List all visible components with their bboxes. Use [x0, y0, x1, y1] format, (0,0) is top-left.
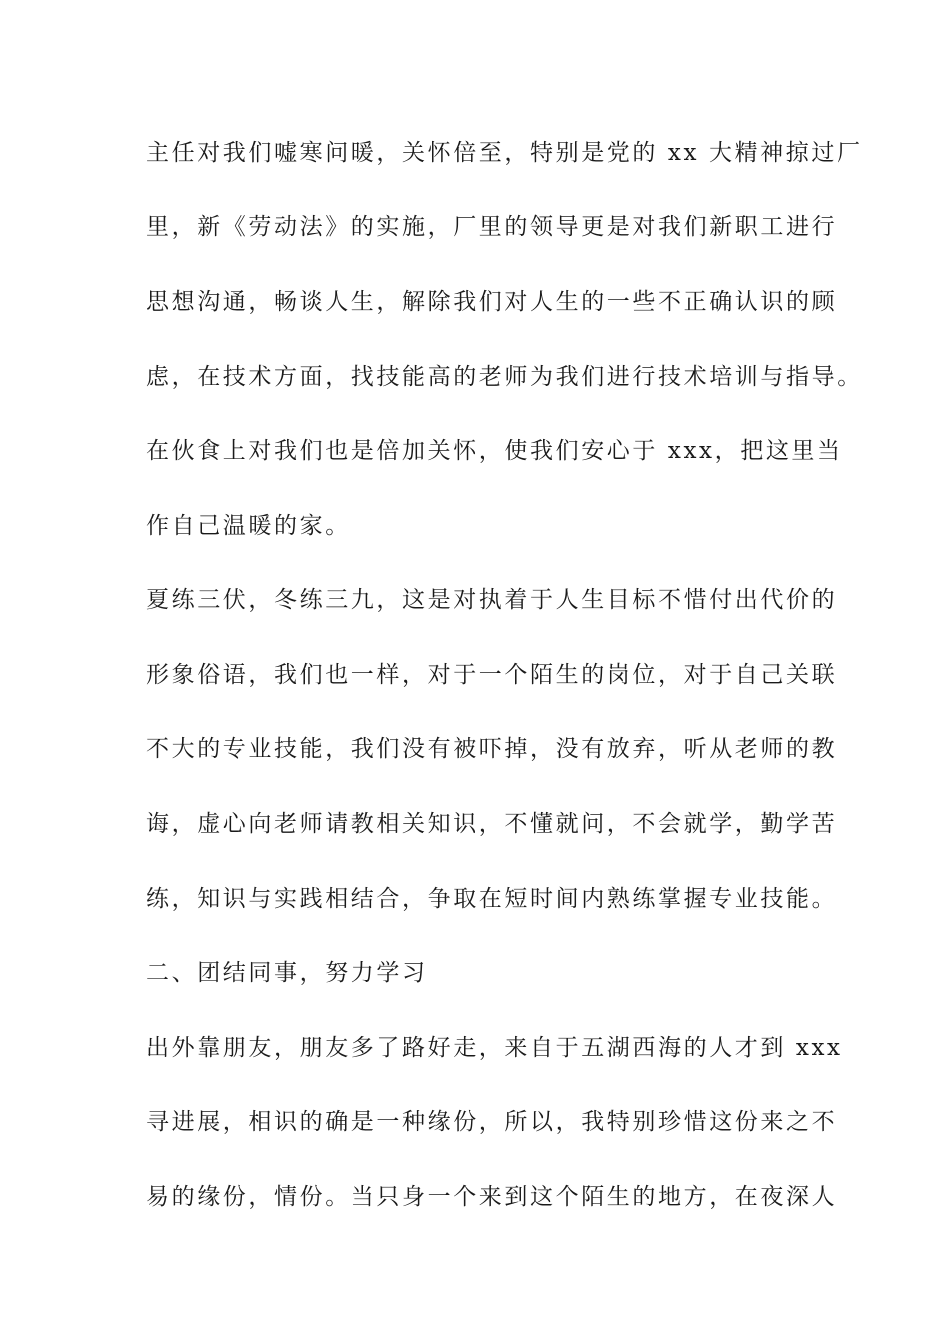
- text-line: 里，新《劳动法》的实施，厂里的领导更是对我们新职工进行: [146, 214, 838, 240]
- text-line: 思想沟通，畅谈人生，解除我们对人生的一些不正确认识的顾: [146, 289, 838, 315]
- text-line: 主任对我们嘘寒问暖，关怀倍至，特别是党的 xx 大精神掠过厂: [146, 140, 863, 166]
- text-line: 不大的专业技能，我们没有被吓掉，没有放弃，听从老师的教: [146, 736, 838, 762]
- text-line: 诲，虚心向老师请教相关知识，不懂就问，不会就学，勤学苦: [146, 811, 838, 837]
- text-line: 夏练三伏，冬练三九，这是对执着于人生目标不惜付出代价的: [146, 587, 838, 613]
- text-line: 易的缘份，情份。当只身一个来到这个陌生的地方，在夜深人: [146, 1184, 838, 1210]
- text-line: 出外靠朋友，朋友多了路好走，来自于五湖西海的人才到 xxx: [146, 1035, 843, 1061]
- text-line: 作自己温暖的家。: [146, 513, 351, 539]
- section-heading: 二、团结同事，努力学习: [146, 960, 428, 986]
- text-line: 在伙食上对我们也是倍加关怀，使我们安心于 xxx，把这里当: [146, 438, 843, 464]
- text-line: 虑，在技术方面，找技能高的老师为我们进行技术培训与指导。: [146, 364, 863, 390]
- text-line: 练，知识与实践相结合，争取在短时间内熟练掌握专业技能。: [146, 886, 838, 912]
- text-line: 形象俗语，我们也一样，对于一个陌生的岗位，对于自己关联: [146, 662, 838, 688]
- text-line: 寻进展，相识的确是一种缘份，所以，我特别珍惜这份来之不: [146, 1109, 838, 1135]
